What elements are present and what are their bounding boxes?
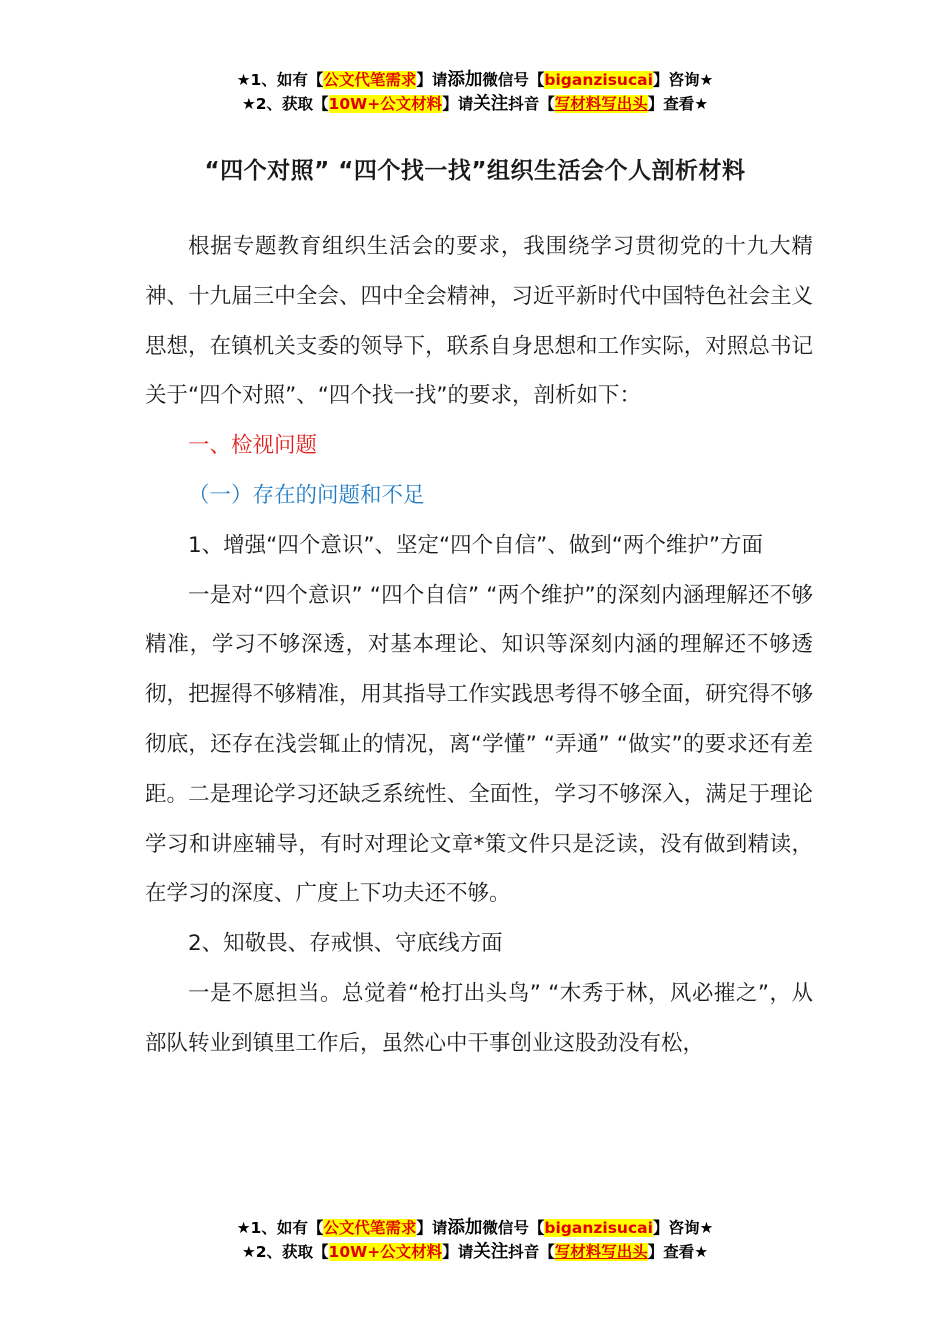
- highlight-douyin-account: 写材料写出头: [554, 95, 648, 113]
- highlight-wechat-id: biganzisucai: [544, 71, 653, 89]
- body-paragraph-1: 一是对“四个意识” “四个自信” “两个维护”的深刻内涵理解还不够精准，学习不够深透，对基本理论、知识等深刻内涵的理解还不够透彻，把握得不够精准，用其指导工作实践思考得不够全面，研究得不够彻底，还存在浅尝辄止的情况，离“学懂” “弄通” “做实”的要求还有差距。二是理论学习还缺乏系统性、全面性，学习不够深入，满足于理论学习和讲座辅导，有时对理论文章*策文件只是泛读，没有做到精读，在学习的深度、广度上下功夫还不够。: [145, 582, 813, 907]
- highlight-service: 公文代笔需求: [323, 1219, 417, 1237]
- promo-banner-top: [0, 68, 950, 116]
- section-heading-1: 一、检视问题: [188, 433, 318, 459]
- promo-line-2: ★2、获取【10W+公文材料】请关注抖音【写材料写出头】查看★: [241, 1242, 709, 1262]
- subsection-heading-1: （一）存在的问题和不足: [188, 482, 425, 508]
- promo-line-2: ★2、获取【10W+公文材料】请关注抖音【写材料写出头】查看★: [241, 94, 709, 114]
- highlight-douyin-account: 写材料写出头: [554, 1243, 648, 1261]
- promo-line-1: ★1、如有【公文代笔需求】请添加微信号【biganzisucai】咨询★: [236, 1218, 714, 1238]
- highlight-materials: 10W+公文材料: [328, 1243, 443, 1261]
- promo-line-1: ★1、如有【公文代笔需求】请添加微信号【biganzisucai】咨询★: [236, 70, 714, 90]
- highlight-wechat-id: biganzisucai: [544, 1219, 653, 1237]
- promo-banner-bottom: [0, 1216, 950, 1264]
- item-heading-2: 2、知敬畏、存戒惧、守底线方面: [188, 931, 503, 957]
- body-paragraph-2: 一是不愿担当。总觉着“枪打出头鸟” “木秀于林，风必摧之”，从部队转业到镇里工作后，虽然心中干事创业这股劲没有松，: [145, 980, 813, 1056]
- highlight-service: 公文代笔需求: [323, 71, 417, 89]
- item-heading-1: 1、增强“四个意识”、坚定“四个自信”、做到“两个维护”方面: [188, 532, 764, 558]
- intro-paragraph: 根据专题教育组织生活会的要求，我围绕学习贯彻党的十九大精神、十九届三中全会、四中全会精神，习近平新时代中国特色社会主义思想，在镇机关支委的领导下，联系自身思想和工作实际，对照总书记关于“四个对照”、“四个找一找”的要求，剖析如下：: [145, 234, 813, 409]
- highlight-materials: 10W+公文材料: [328, 95, 443, 113]
- document-title: “四个对照” “四个找一找”组织生活会个人剖析材料: [204, 158, 746, 184]
- document-body: [145, 222, 813, 1069]
